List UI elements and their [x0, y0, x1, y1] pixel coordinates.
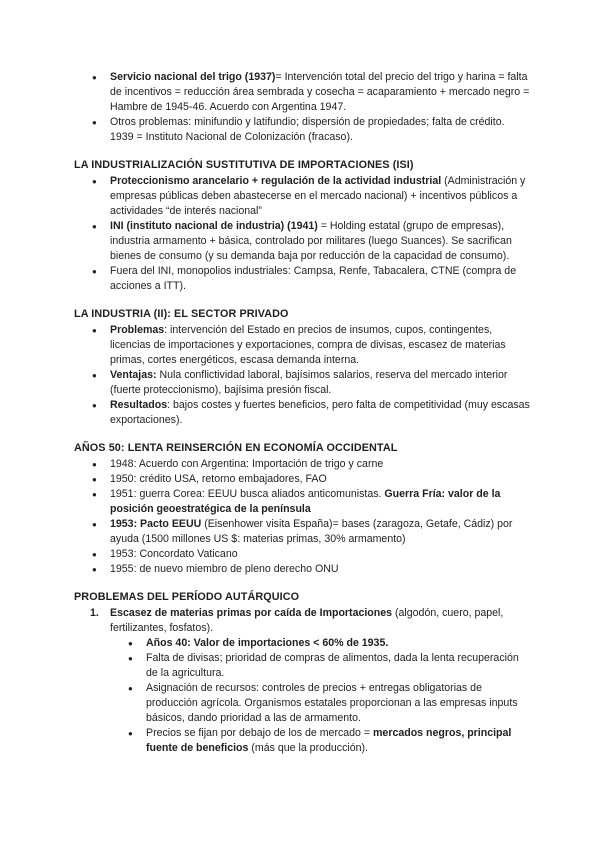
- list-item: ● 1953: Pacto EEUU (Eisenhower visita España)= bases (zaragoza, Getafe, Cádiz) por ayuda (1500 millones US $: materias primas, 30% armamento): [74, 517, 530, 547]
- section-problemas: [74, 590, 530, 756]
- privado-list: [74, 323, 530, 428]
- anios50-list: [74, 457, 530, 577]
- section-heading: PROBLEMAS DEL PERÍODO AUTÁRQUICO: [74, 591, 300, 603]
- list-item: ● Servicio nacional del trigo (1937)= Intervención total del precio del trigo y harina = falta de incentivos = reducción área sembrada y cosecha = acaparamiento + mercado negro = Hambre de 1945-46. Acuerdo con Argentina 1947.: [74, 70, 530, 115]
- agriculture-list: [74, 70, 530, 145]
- list-item: ● Fuera del INI, monopolios industriales: Campsa, Renfe, Tabacalera, CTNE (compra de acciones a ITT).: [74, 264, 530, 294]
- list-item: ● Problemas: intervención del Estado en precios de insumos, cupos, contingentes, licencias de importaciones y exportaciones, compra de divisas, escasez de materias primas, cortes energéticos, escasa demanda interna.: [74, 323, 530, 368]
- list-item: ● 1950: crédito USA, retorno embajadores, FAO: [74, 472, 530, 487]
- list-item: ● 1953: Concordato Vaticano: [74, 547, 530, 562]
- list-item: ● Otros problemas: minifundio y latifundio; dispersión de propiedades; falta de crédito. 1939 = Instituto Nacional de Colonización (fracaso).: [74, 115, 530, 145]
- list-item: ● 1948: Acuerdo con Argentina: Importación de trigo y carne: [74, 457, 530, 472]
- list-item: ● 1955: de nuevo miembro de pleno derecho ONU: [74, 562, 530, 577]
- isi-list: [74, 174, 530, 294]
- list-item: ● 1951: guerra Corea: EEUU busca aliados anticomunistas. Guerra Fría: valor de la posición geoestratégica de la península: [74, 487, 530, 517]
- section-anios-50: [74, 441, 530, 577]
- list-item: ● Resultados: bajos costes y fuertes beneficios, pero falta de competitividad (muy escasas exportaciones).: [74, 398, 530, 428]
- problemas-list: [74, 606, 530, 756]
- list-item: 1. Escasez de materias primas por caída de Importaciones (algodón, cuero, papel, fertilizantes, fosfatos). ● Años 40: Valor de importaciones < 60% de 1935. ● Falta de divisas; prioridad de compras de alimentos, dada la lenta recuperación de la agricultura. ● Asignación de recursos: controles de precios + entregas obligatorias de producción agrícola. Organismos estatales proporcionan a las empresas inputs básicos, dando prioridad a las de armamento. ● Precios se fijan por debajo de los de mercado = mercados negros, principal fuente de beneficios (más que la producción).: [74, 606, 530, 756]
- section-heading: LA INDUSTRIA (II): EL SECTOR PRIVADO: [74, 308, 289, 320]
- list-item: ● INI (instituto nacional de industria) (1941) = Holding estatal (grupo de empresas), industria armamento + básica, controlado por militares (luego Suances). Se sacrifican bienes de consumo (y su demanda baja por reducción de la capacidad de consumo).: [74, 219, 530, 264]
- list-item: ● Falta de divisas; prioridad de compras de alimentos, dada la lenta recuperación de la agricultura.: [110, 651, 530, 681]
- list-item: ● Precios se fijan por debajo de los de mercado = mercados negros, principal fuente de beneficios (más que la producción).: [110, 726, 530, 756]
- section-sector-privado: [74, 307, 530, 428]
- list-item: ● Proteccionismo arancelario + regulación de la actividad industrial (Administración y empresas públicas deben abastecerse en el mercado nacional) + incentivos públicos a actividades “de interés nacional”: [74, 174, 530, 219]
- list-item: ● Asignación de recursos: controles de precios + entregas obligatorias de producción agrícola. Organismos estatales proporcionan a las empresas inputs básicos, dando prioridad a las de armamento.: [110, 681, 530, 726]
- list-item: ● Ventajas: Nula conflictividad laboral, bajísimos salarios, reserva del mercado interior (fuerte proteccionismo), bajísima presión fiscal.: [74, 368, 530, 398]
- list-item: ● Años 40: Valor de importaciones < 60% de 1935.: [110, 636, 530, 651]
- section-heading: LA INDUSTRIALIZACIÓN SUSTITUTIVA DE IMPORTACIONES (ISI): [74, 159, 414, 171]
- section-isi: [74, 158, 530, 294]
- section-heading: AÑOS 50: LENTA REINSERCIÓN EN ECONOMÍA OCCIDENTAL: [74, 442, 398, 454]
- problemas-sublist: [110, 636, 530, 756]
